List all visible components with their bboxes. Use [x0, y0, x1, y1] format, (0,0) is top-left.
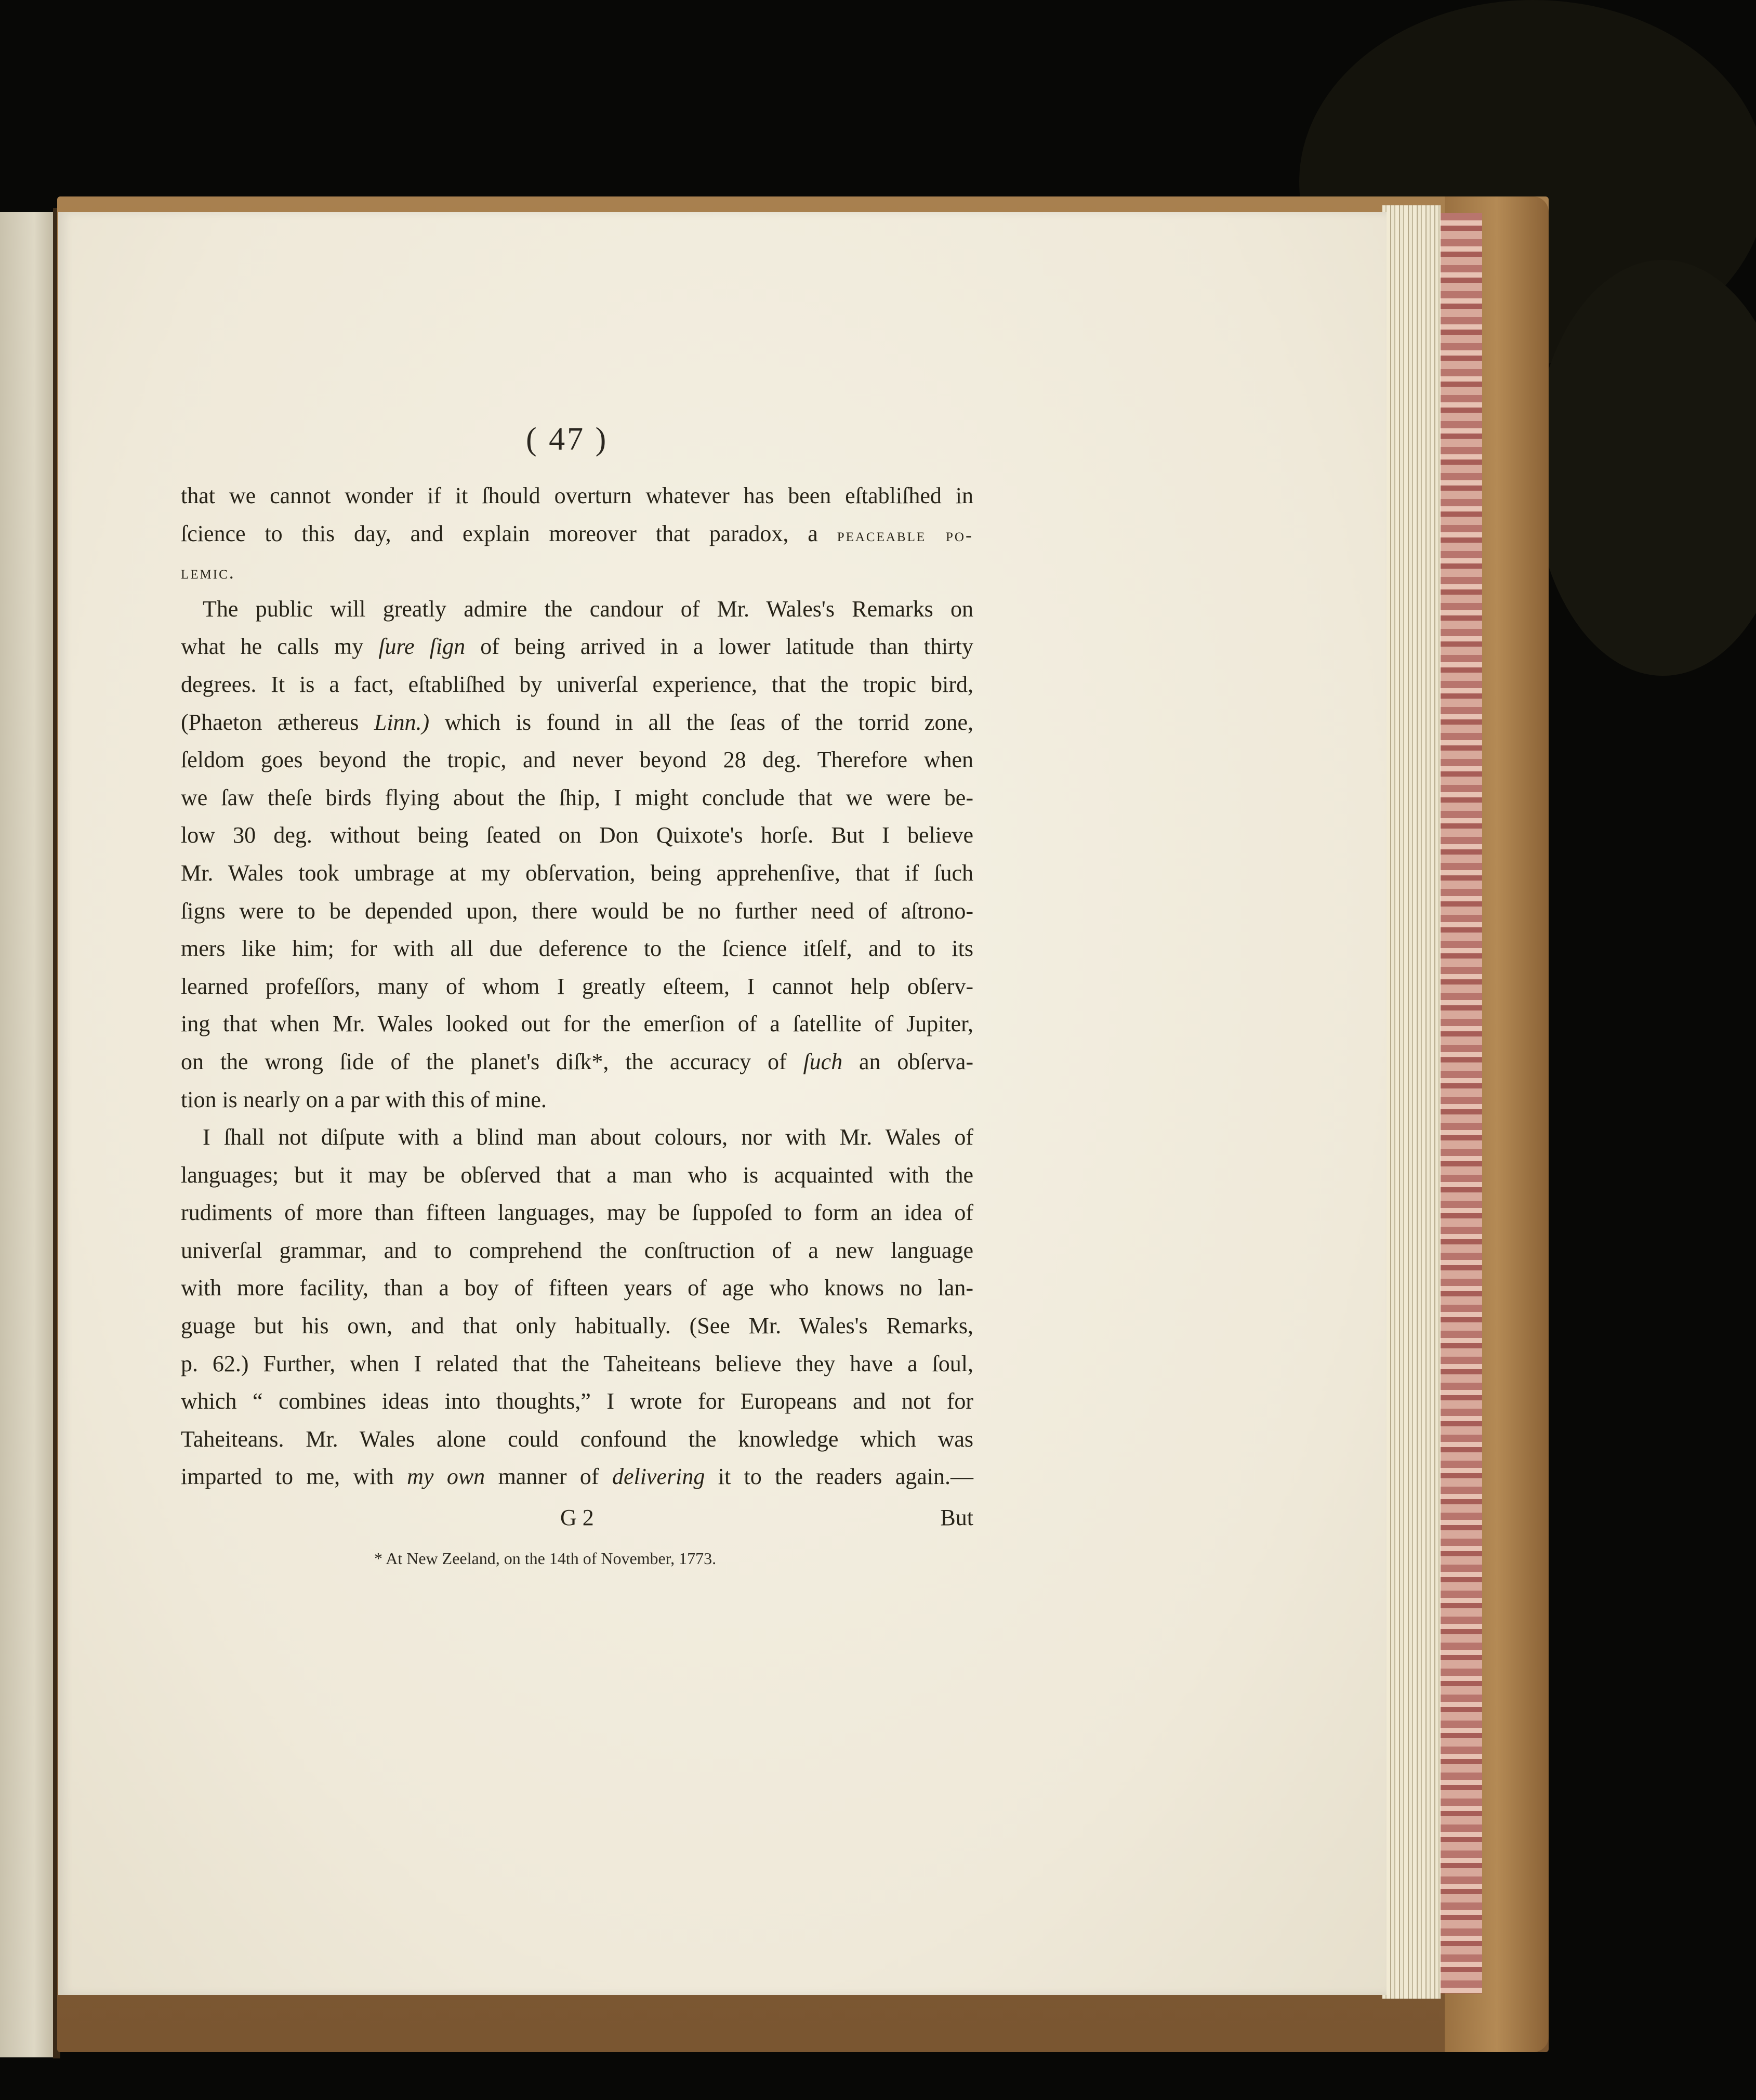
italic-text: delivering [612, 1464, 705, 1490]
text-run: that we cannot wonder if it ſhould overturn whatever has been eſtabliſhed in [181, 483, 973, 508]
text-line [181, 779, 973, 817]
text-run: ſeldom goes beyond the tropic, and never beyond 28 deg. Therefore when [181, 747, 973, 773]
text-run: The public will greatly admire the candour of Mr. Wales's Remarks on [203, 596, 973, 622]
text-run: imparted to me, with [181, 1464, 407, 1490]
text-run: an obſerva- [842, 1048, 974, 1074]
catchword: But [940, 1505, 973, 1530]
text-line [181, 741, 973, 779]
facing-page-edge [0, 212, 57, 2057]
text-run: Taheiteans. Mr. Wales alone could confound the knowledge which was [181, 1426, 973, 1452]
signature-line [181, 1499, 973, 1537]
text-run: learned profeſſors, many of whom I greatly eſteem, I cannot help obſerv- [181, 973, 973, 999]
text-line [181, 1345, 973, 1383]
text-line [181, 1383, 973, 1421]
text-line [181, 892, 973, 930]
text-line [181, 1194, 973, 1232]
text-run: which is found in all the ſeas of the torrid zone, [429, 709, 973, 735]
footnote: * At New Zeeland, on the 14th of November, 1773. [374, 1549, 717, 1568]
text-line [181, 1421, 973, 1459]
body-text [181, 477, 973, 1496]
text-line [181, 1458, 973, 1496]
text-run: languages; but it may be obſerved that a man who is acquainted with the [181, 1162, 973, 1188]
italic-text: ſure ſign [378, 634, 466, 660]
text-line [181, 1307, 973, 1345]
small-caps-text: lemic. [181, 562, 235, 583]
text-run: we ſaw theſe birds flying about the ſhip, I might conclude that we were be- [181, 784, 973, 810]
text-run: manner of [485, 1464, 612, 1490]
text-line [181, 515, 973, 553]
text-line [181, 1005, 973, 1043]
text-line [181, 1119, 973, 1157]
text-line [181, 817, 973, 855]
text-run: of being arrived in a lower latitude than thirty [465, 634, 973, 660]
text-run: guage but his own, and that only habitually. (See Mr. Wales's Remarks, [181, 1313, 973, 1339]
signature-mark: G 2 [560, 1505, 594, 1530]
text-run: p. 62.) Further, when I related that the Taheiteans believe they have a ſoul, [181, 1350, 973, 1376]
text-line [181, 968, 973, 1006]
text-run: what he calls my [181, 634, 379, 660]
text-line [181, 704, 973, 742]
text-run: which “ combines ideas into thoughts,” I wrote for Europeans and not for [181, 1388, 973, 1414]
text-line [181, 855, 973, 892]
marbled-fore-edge [1440, 213, 1482, 1993]
text-line [181, 1269, 973, 1307]
text-run: mers like him; for with all due deference to the ſcience itſelf, and to its [181, 936, 973, 962]
text-run: univerſal grammar, and to comprehend the conſtruction of a new language [181, 1237, 973, 1263]
text-run: it to the readers again.— [705, 1464, 973, 1490]
text-run: ing that when Mr. Wales looked out for the emerſion of a ſatellite of Jupiter, [181, 1011, 973, 1037]
text-run: tion is nearly on a par with this of mine. [181, 1086, 547, 1112]
text-line [181, 590, 973, 628]
small-caps-text: peaceable po- [837, 524, 973, 545]
text-run: ſigns were to be depended upon, there would be no further need of aſtrono- [181, 898, 973, 924]
text-run: degrees. It is a fact, eſtabliſhed by univerſal experience, that the tropic bird, [181, 671, 973, 697]
text-run: ſcience to this day, and explain moreover that paradox, a [181, 520, 837, 546]
text-line [181, 1081, 973, 1119]
page-number: ( 47 ) [526, 422, 609, 457]
italic-text: ſuch [803, 1048, 843, 1074]
text-line [181, 1232, 973, 1270]
text-run: with more facility, than a boy of fifteen years of age who knows no lan- [181, 1275, 973, 1301]
text-line [181, 553, 973, 590]
page-stack-edge [1382, 205, 1441, 1999]
text-run: (Phaeton æthereus [181, 709, 374, 735]
text-line [181, 666, 973, 704]
italic-text: Linn.) [374, 709, 430, 735]
text-run: on the wrong ſide of the planet's diſk*, the accuracy of [181, 1048, 803, 1074]
text-run: low 30 deg. without being ſeated on Don Quixote's horſe. But I believe [181, 822, 973, 848]
text-line [181, 477, 973, 515]
text-run: I ſhall not diſpute with a blind man about colours, nor with Mr. Wales of [203, 1124, 973, 1150]
text-run: rudiments of more than fifteen languages, may be ſuppoſed to form an idea of [181, 1200, 973, 1226]
text-line [181, 1157, 973, 1195]
text-line [181, 628, 973, 666]
text-line [181, 930, 973, 968]
text-line [181, 1043, 973, 1081]
text-run: Mr. Wales took umbrage at my obſervation, being apprehenſive, that if ſuch [181, 860, 973, 886]
italic-text: my own [407, 1464, 485, 1490]
